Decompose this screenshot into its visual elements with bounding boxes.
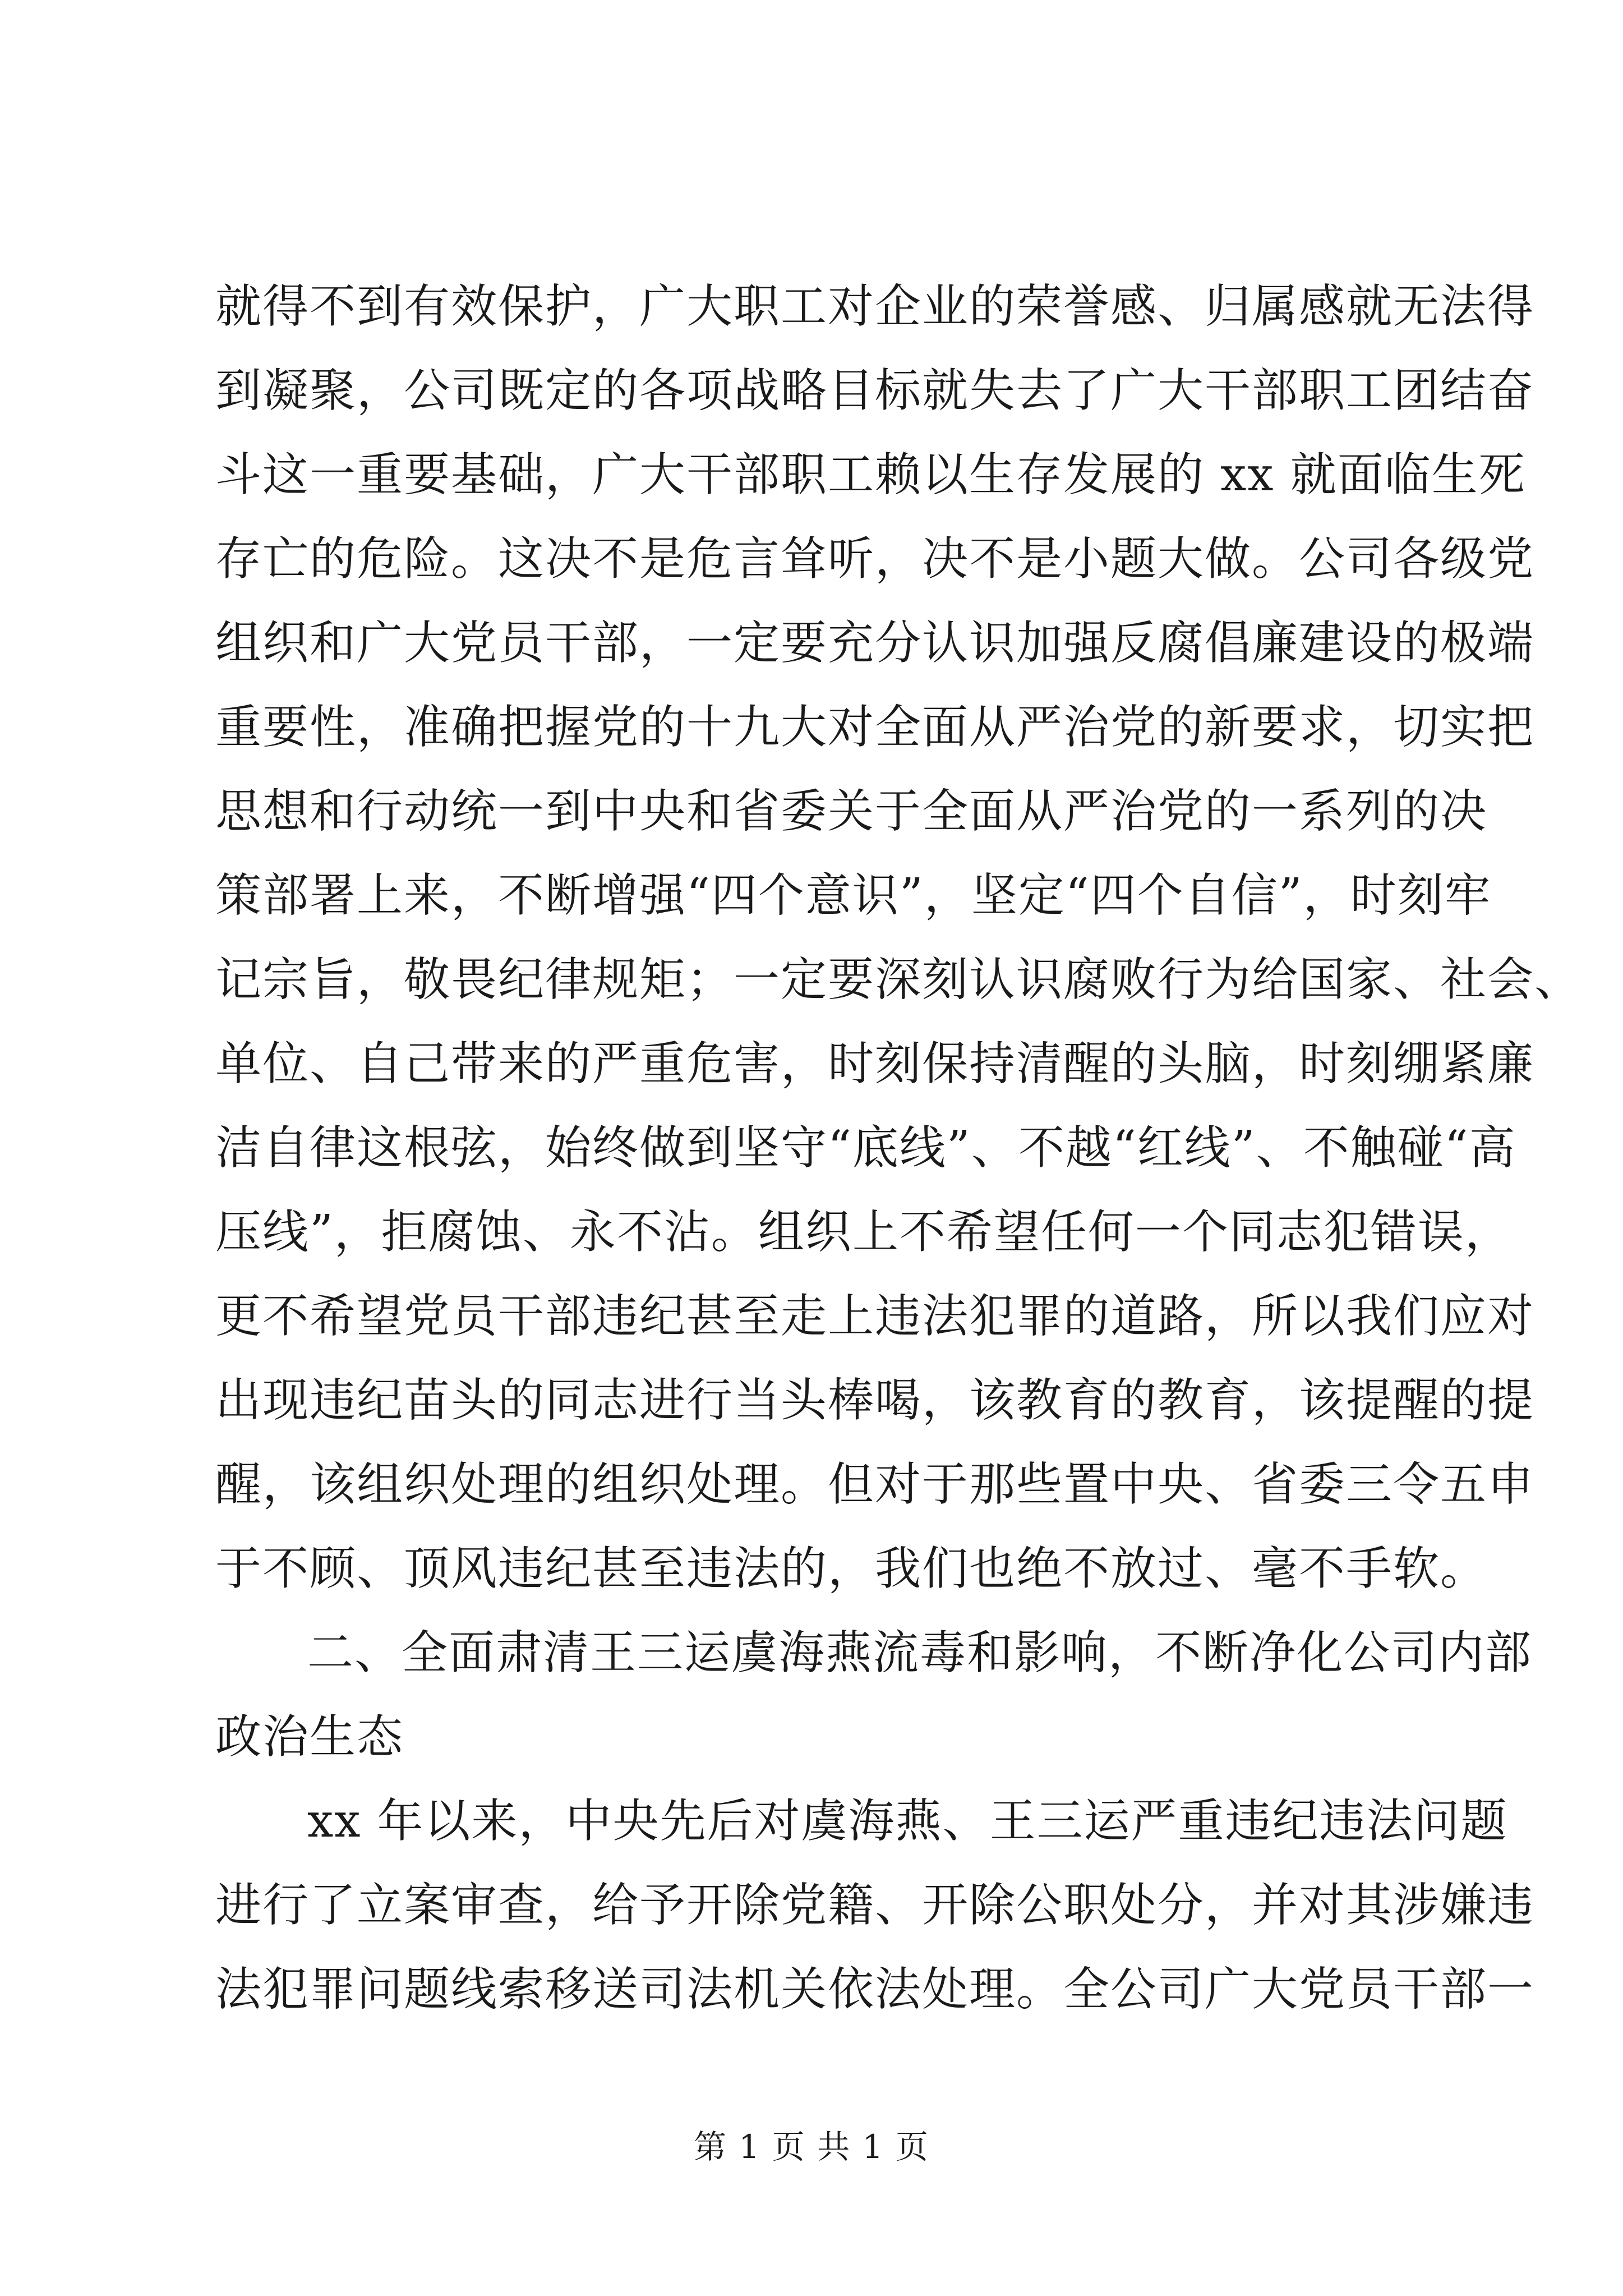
text-line: 更不希望党员干部违纪甚至走上违法犯罪的道路，所以我们应对 <box>215 1290 1535 1343</box>
section-heading-line: 政治生态 <box>215 1710 404 1764</box>
text-line: 组织和广大党员干部，一定要充分认识加强反腐倡廉建设的极端 <box>215 616 1535 670</box>
section-heading-line: 二、全面肃清王三运虞海燕流毒和影响，不断净化公司内部 <box>307 1626 1533 1680</box>
page-footer: 第 1 页 共 1 页 <box>694 2128 929 2166</box>
text-line: 重要性，准确把握党的十九大对全面从严治党的新要求，切实把 <box>215 701 1535 754</box>
text-line: 单位、自己带来的严重危害，时刻保持清醒的头脑，时刻绷紧廉 <box>215 1037 1535 1091</box>
text-line: 压线”，拒腐蚀、永不沾。组织上不希望任何一个同志犯错误， <box>215 1205 1512 1259</box>
text-line: xx 年以来，中央先后对虞海燕、王三运严重违纪违法问题 <box>307 1795 1508 1848</box>
text-line: 洁自律这根弦，始终做到坚守“底线”、不越“红线”、不触碰“高 <box>215 1121 1516 1175</box>
text-line: 于不顾、顶风违纪甚至违法的，我们也绝不放过、毫不手软。 <box>215 1542 1488 1595</box>
text-line: 存亡的危险。这决不是危言耸听，决不是小题大做。公司各级党 <box>215 532 1535 586</box>
text-line: 进行了立案审查，给予开除党籍、开除公职处分，并对其涉嫌违 <box>215 1879 1535 1932</box>
text-line: 思想和行动统一到中央和省委关于全面从严治党的一系列的决 <box>215 785 1488 838</box>
text-line: 出现违纪苗头的同志进行当头棒喝，该教育的教育，该提醒的提 <box>215 1374 1535 1427</box>
text-line: 醒，该组织处理的组织处理。但对于那些置中央、省委三令五申 <box>215 1458 1535 1511</box>
text-line: 就得不到有效保护，广大职工对企业的荣誉感、归属感就无法得 <box>215 280 1535 333</box>
document-body <box>215 265 1582 2032</box>
text-line: 法犯罪问题线索移送司法机关依法处理。全公司广大党员干部一 <box>215 1963 1535 2016</box>
text-line: 到凝聚，公司既定的各项战略目标就失去了广大干部职工团结奋 <box>215 364 1535 417</box>
text-line: 策部署上来，不断增强“四个意识”，坚定“四个自信”，时刻牢 <box>215 869 1492 922</box>
text-line: 斗这一重要基础，广大干部职工赖以生存发展的 xx 就面临生死 <box>215 448 1526 501</box>
text-line: 记宗旨，敬畏纪律规矩；一定要深刻认识腐败行为给国家、社会、 <box>215 953 1582 1006</box>
